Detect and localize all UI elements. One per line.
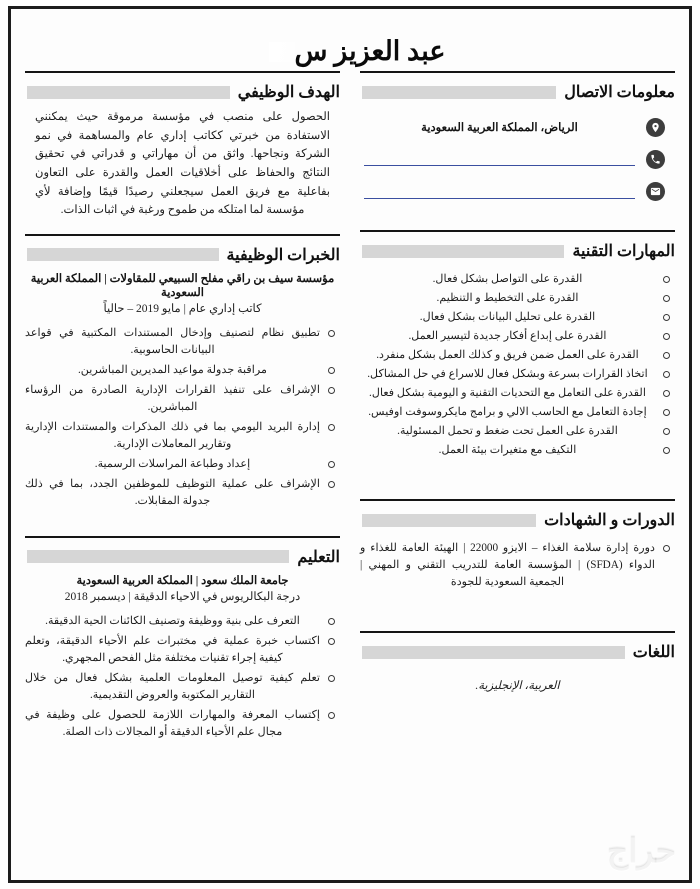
section-header-contact [360,82,675,102]
list-item: إكتساب المعرفة والمهارات اللازمة للحصول على وظيفة في مجال علم الأحياء الدقيقة أو المجالات ذات الصلة. [25,707,340,741]
contact-email-value[interactable] [364,181,635,199]
list-item: القدرة على تحليل البيانات بشكل فعال. [360,309,675,326]
list-item: القدرة على التواصل بشكل فعال. [360,271,675,288]
section-accent-bar [362,646,625,659]
section-title-contact: معلومات الاتصال [564,84,675,101]
list-item: التكيف مع متغيرات بيئة العمل. [360,442,675,459]
section-header-languages [360,642,675,662]
right-column [350,71,689,880]
contact-location-value: الرياض، المملكة العربية السعودية [421,121,578,134]
divider-education-top [25,536,340,538]
list-item: مراقبة جدولة مواعيد المديرين المباشرين. [25,362,340,379]
list-item: القدرة على العمل تحت ضغط و تحمل المسئولية. [360,423,675,440]
list-item: اتخاذ القرارات بسرعة وبشكل فعال للاسراع في حل المشاكل. [360,366,675,383]
left-column [11,71,350,880]
section-title-languages: اللغات [632,644,675,662]
divider-skills-top [360,230,675,232]
contact-phone-value[interactable] [364,148,635,166]
page-title [255,36,446,67]
section-accent-bar [27,248,219,261]
divider-certifications-top [360,499,675,501]
divider-experience-top [25,234,340,236]
list-item: الإشراف على عملية التوظيف للموظفين الجدد، بما في ذلك جدولة المقابلات. [25,476,340,510]
section-header-technical-skills [360,241,675,261]
list-item: دورة إدارة سلامة الغذاء – الايزو 22000 | الهيئة العامة للغذاء و الدواء (SFDA) | المؤسسة العامة للتدريب التقني و المهني | الجمعية السعودية للجودة [360,540,675,591]
experience-organization: مؤسسة سيف بن راقي مفلح السبيعي للمقاولات | المملكة العربية السعودية [30,272,335,299]
list-item: القدرة على التعامل مع التحديات التقنية و اليومية بشكل فعال. [360,385,675,402]
section-title-education: التعليم [297,548,340,566]
contact-block [360,116,675,214]
list-item: اكتساب خبرة عملية في مختبرات علم الأحياء الدقيقة، وتعلم كيفية إجراء تقنيات مختلفة مثل الفحص المجهري. [25,633,340,667]
contact-icon-column [635,116,675,214]
list-item: إدارة البريد اليومي بما في ذلك المذكرات والمستندات الإدارية وتقارير المعاملات الإدارية. [25,419,340,453]
contact-value-column [360,116,635,205]
cv-sheet [11,9,689,880]
section-accent-bar [362,245,564,258]
list-item: القدرة على العمل ضمن فريق و كذلك العمل بشكل منفرد. [360,347,675,364]
section-header-experience [25,245,340,265]
section-title-certifications: الدورات و الشهادات [544,512,675,530]
list-item: القدرة على إبداع أفكار جديدة لتيسير العمل. [360,328,675,345]
experience-role: كاتب إداري عام | مايو 2019 – حالياً [103,302,262,315]
candidate-name: عبد العزيز س [294,36,446,66]
list-item: التعرف على بنية ووظيفة وتصنيف الكائنات الحية الدقيقة. [25,613,340,630]
technical-skills-list [360,271,675,459]
section-accent-bar [27,550,289,563]
section-header-education [25,547,340,567]
redacted-surname [269,42,295,62]
list-item: القدرة على التخطيط و التنظيم. [360,290,675,307]
section-accent-bar [362,86,556,99]
phone-icon [646,150,665,169]
section-title-experience: الخبرات الوظيفية [226,246,340,264]
section-header-certifications [360,510,675,530]
education-organization: جامعة الملك سعود | المملكة العربية السعودية [76,574,289,587]
cv-body-columns [11,71,689,880]
divider-languages-top [360,631,675,633]
section-header-objective [25,82,340,102]
section-title-objective: الهدف الوظيفي [237,84,340,101]
certifications-list [360,540,675,591]
location-pin-icon [646,118,665,137]
list-item: تعلم كيفية توصيل المعلومات العلمية بشكل فعال من خلال التقارير المكتوبة والعروض التقديمية. [25,670,340,704]
list-item: إجادة التعامل مع الحاسب الالي و برامج مايكروسوفت اوفيس. [360,404,675,421]
section-accent-bar [362,514,536,527]
objective-body: الحصول على منصب في مؤسسة مرموقة حيث يمكنني الاستفادة من خبرتي ككاتب إداري عام والمساهمة في نمو الشركة ونجاحها. واثق من أن مهاراتي و قدراتي في تحقيق النتائج والحفاظ على أخلاقيات العمل والقدرة على التعاون بفاعلية مع فريق العمل سيجعلني رصيدًا قيمًا وإضافة لأي مؤسسة لما امتلكه من طموح ورغبة في اثبات الذات. [35,111,330,217]
divider-objective-top [25,71,340,73]
section-title-technical-skills: المهارات التقنية [572,243,675,260]
education-degree: درجة البكالريوس في الاحياء الدقيقة | ديسمبر 2018 [64,590,301,603]
envelope-icon [646,182,665,201]
cv-header [11,9,689,71]
education-list [25,613,340,741]
experience-list [25,325,340,510]
divider-contact-top [360,71,675,73]
languages-value: العربية، الإنجليزية. [475,680,560,693]
list-item: تطبيق نظام لتصنيف وإدخال المستندات المكتبية في قواعد البيانات الحاسوبية. [25,325,340,359]
list-item: إعداد وطباعة المراسلات الرسمية. [25,456,340,473]
list-item: الإشراف على تنفيذ القرارات الإدارية الصادرة من الرؤساء المباشرين. [25,382,340,416]
section-accent-bar [27,86,230,99]
